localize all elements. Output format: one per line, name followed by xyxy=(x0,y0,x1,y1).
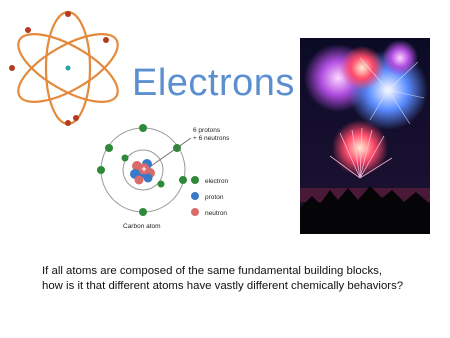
carbon-atom-diagram xyxy=(95,118,265,238)
neutrons-label: + 6 neutrons xyxy=(193,135,230,142)
legend-electron: electron xyxy=(205,178,229,185)
nucleus xyxy=(130,159,155,185)
caption xyxy=(42,264,442,294)
atom-label: Carbon atom xyxy=(123,223,161,230)
protons-label: 6 protons xyxy=(193,127,221,134)
caption-line-1: If all atoms are composed of the same fundamental building blocks, xyxy=(42,265,383,277)
slide-title: Electrons xyxy=(132,62,295,104)
legend xyxy=(191,176,229,217)
legend-neutron: neutron xyxy=(205,210,228,217)
caption-line-2: how is it that different atoms have vastly different chemically behaviors? xyxy=(42,280,404,292)
atom-orbit-icon xyxy=(6,6,126,126)
legend-proton: proton xyxy=(205,194,224,201)
fireworks-photo xyxy=(300,38,430,234)
svg-text:+: + xyxy=(141,164,147,174)
